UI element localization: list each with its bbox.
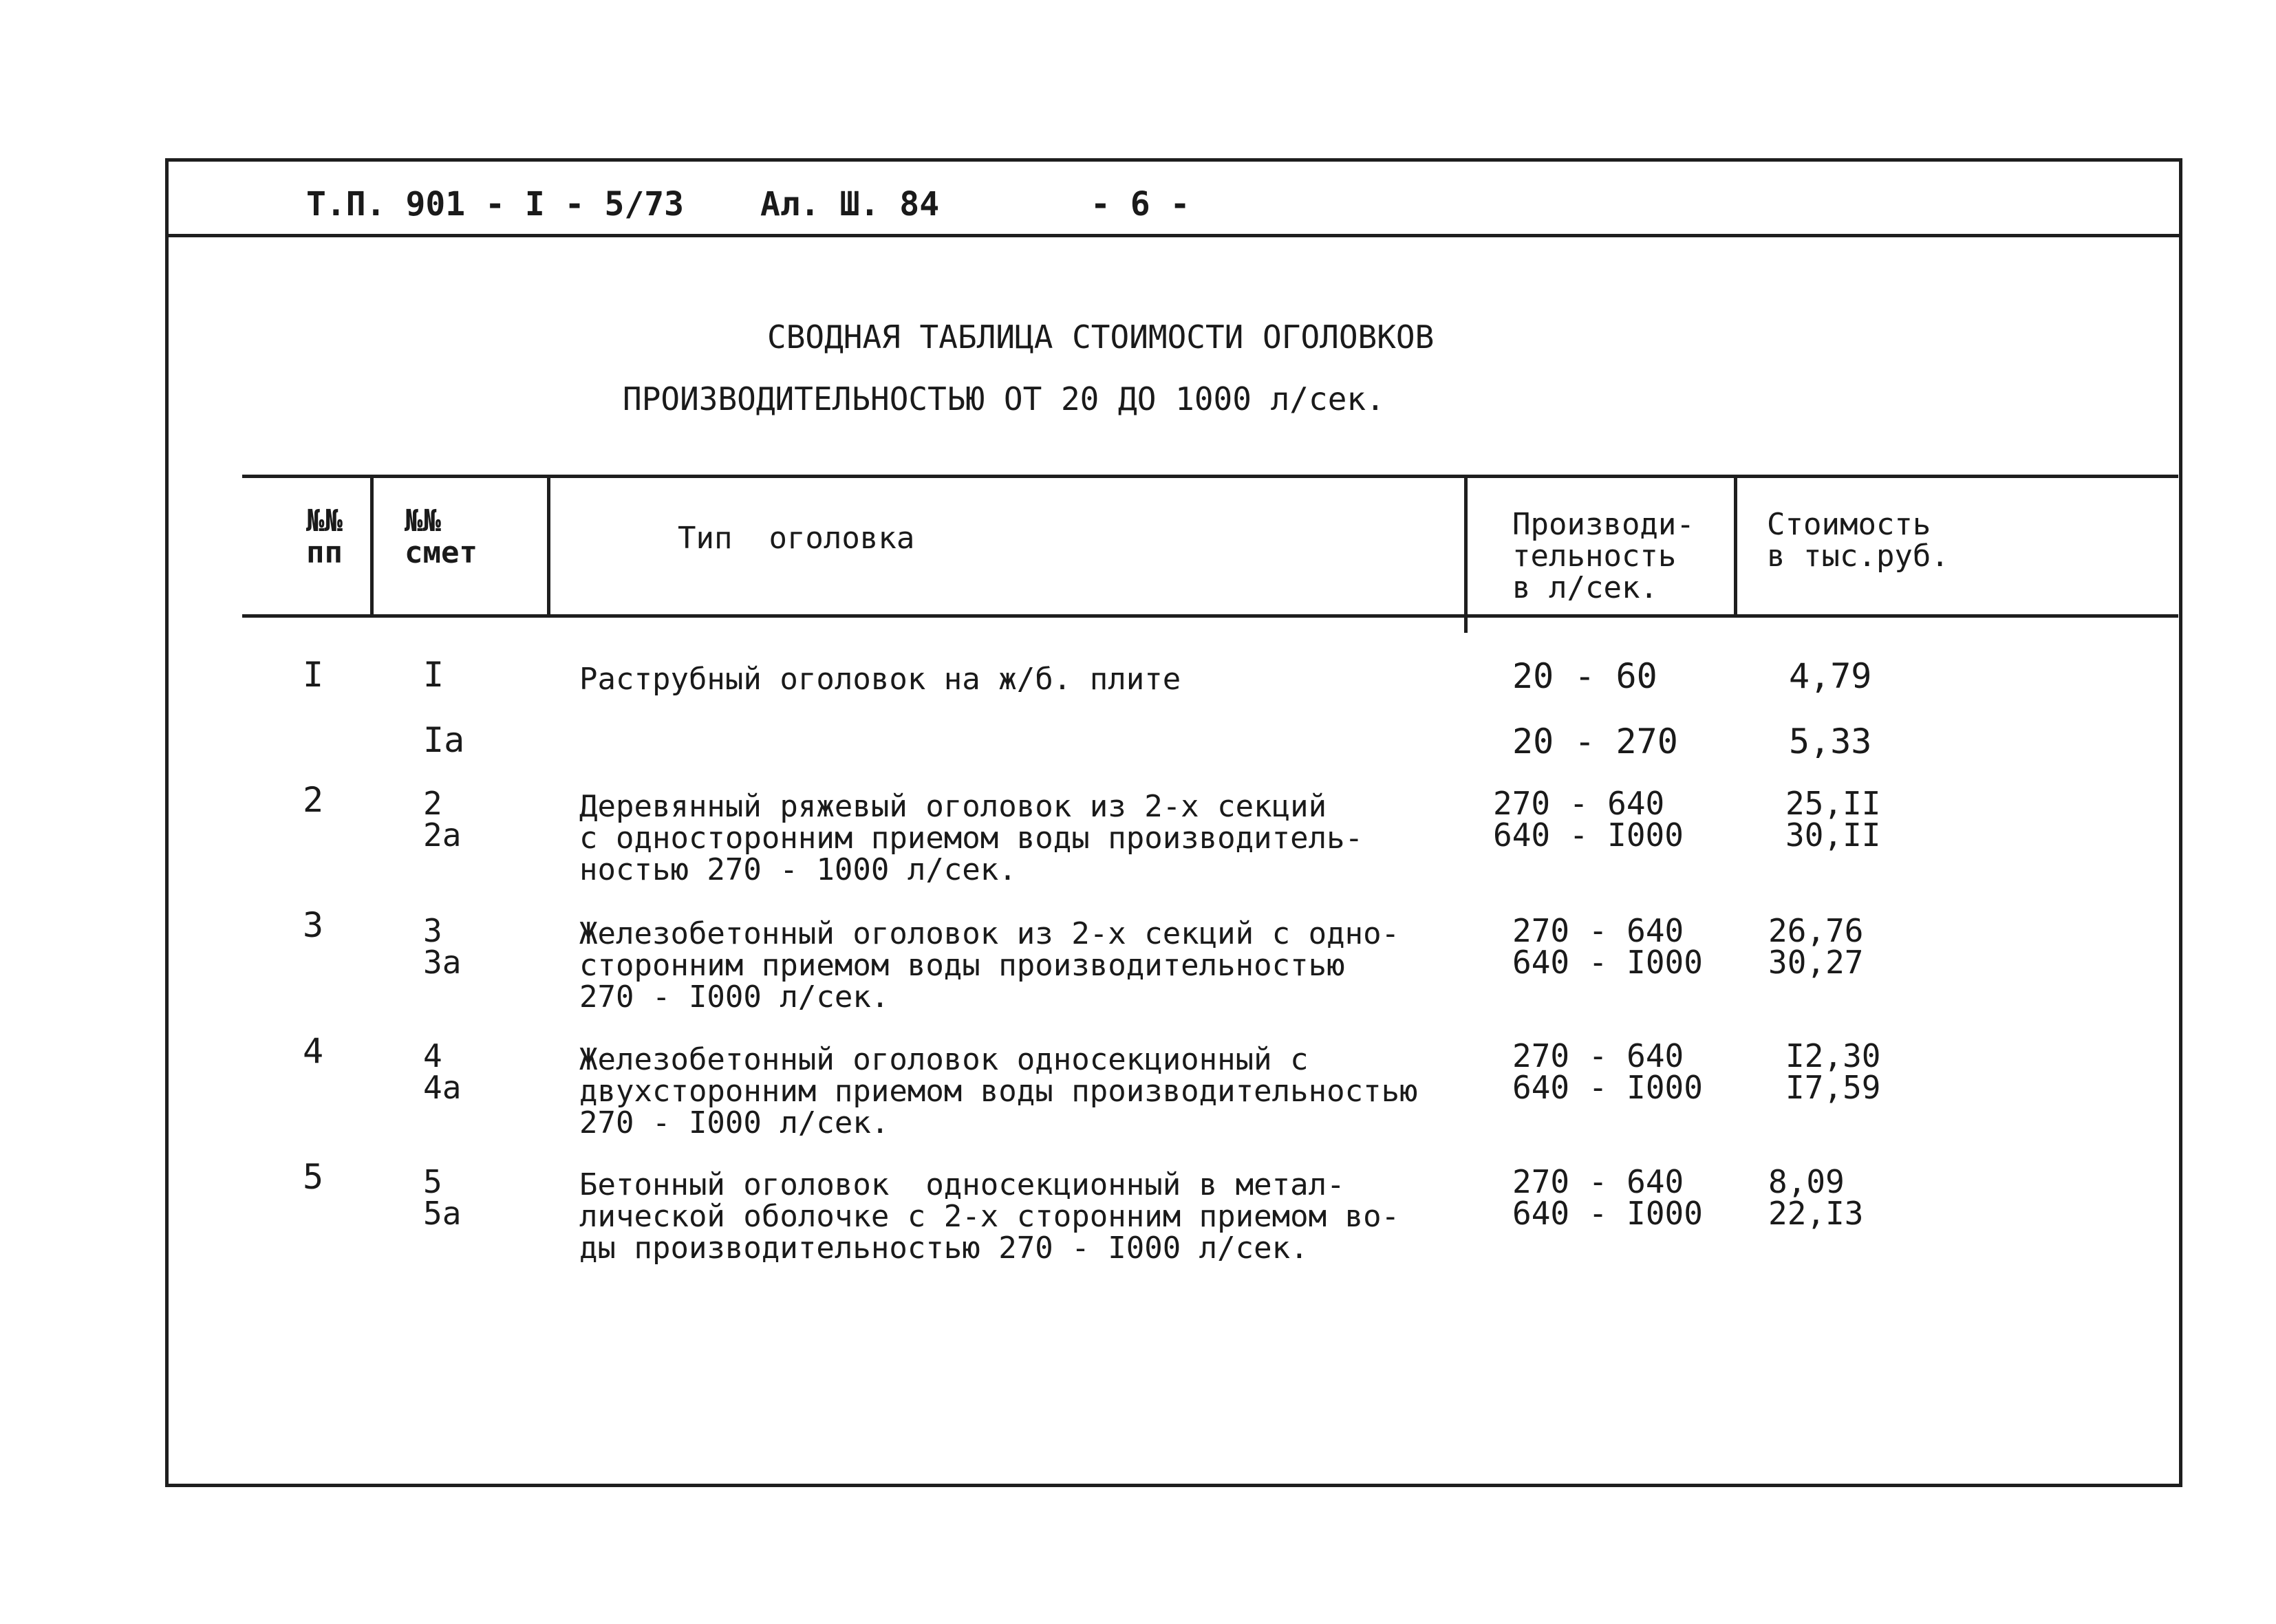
header-estimate-number: №№ смет	[405, 504, 477, 570]
row-1-cost: 4,79	[1789, 656, 1872, 696]
column-divider-2	[547, 475, 550, 618]
row-1-type: Раструбный оголовок на ж/б. плите	[579, 662, 1181, 697]
row-3-type: Железобетонный оголовок из 2-х секций с одно- сторонним приемом воды производительностью 270 - I000 л/сек.	[579, 916, 1400, 1015]
row-2-number: 2	[303, 780, 324, 820]
header-cost: Стоимость в тыс.руб.	[1767, 507, 1949, 574]
row-3-capacity: 270 - 640 640 - I000	[1512, 912, 1703, 981]
row-5-estimate: 5 5а	[423, 1163, 462, 1232]
column-divider-4	[1734, 475, 1737, 618]
row-4-cost: I2,30 I7,59	[1785, 1037, 1881, 1106]
table-header-bottom-rule	[242, 614, 2178, 618]
row-1a-cost: 5,33	[1789, 722, 1872, 761]
row-1-number: I	[303, 655, 324, 695]
column-divider-3	[1464, 475, 1468, 633]
row-3-cost: 26,76 30,27	[1768, 912, 1864, 981]
row-1a-estimate: Iа	[423, 720, 465, 760]
project-code: Т.П. 901 - I - 5/73	[306, 185, 685, 224]
row-4-capacity: 270 - 640 640 - I000	[1512, 1037, 1703, 1106]
row-3-number: 3	[303, 905, 324, 945]
table-title-line-2: ПРОИЗВОДИТЕЛЬНОСТЬЮ ОТ 20 ДО 1000 л/сек.	[623, 380, 1385, 418]
row-2-cost: 25,II 30,II	[1785, 785, 1881, 854]
album-number: Ал. Ш. 84	[760, 185, 940, 224]
row-1-capacity: 20 - 60	[1512, 656, 1657, 696]
row-5-cost: 8,09 22,I3	[1768, 1163, 1864, 1232]
row-4-number: 4	[303, 1031, 324, 1071]
table-title-line-1: СВОДНАЯ ТАБЛИЦА СТОИМОСТИ ОГОЛОВКОВ	[767, 318, 1435, 356]
row-2-capacity: 270 - 640 640 - I000	[1493, 785, 1684, 854]
header-row-number: №№ пп	[306, 504, 343, 570]
row-5-type: Бетонный оголовок односекционный в метал- лической оболочке с 2-х сторонним приемом во- ды производительностью 270 - I000 л/сек.	[579, 1167, 1400, 1266]
row-2-type: Деревянный ряжевый оголовок из 2-х секций с односторонним приемом воды производитель- ностью 270 - 1000 л/сек.	[579, 789, 1364, 887]
row-1a-capacity: 20 - 270	[1512, 722, 1678, 761]
header-capacity: Производи- тельность в л/сек.	[1512, 507, 1695, 605]
page-number: - 6 -	[1091, 185, 1190, 224]
row-4-estimate: 4 4а	[423, 1037, 462, 1106]
row-4-type: Железобетонный оголовок односекционный с двухсторонним приемом воды производительностью 270 - I000 л/сек.	[579, 1042, 1418, 1140]
row-5-capacity: 270 - 640 640 - I000	[1512, 1163, 1703, 1232]
row-1-estimate: I	[423, 655, 444, 695]
header-headwork-type: Тип оголовка	[678, 521, 915, 556]
column-divider-1	[370, 475, 374, 618]
row-2-estimate: 2 2а	[423, 785, 462, 854]
table-top-rule	[242, 475, 2178, 478]
row-3-estimate: 3 3а	[423, 912, 462, 981]
title-block-stamp	[169, 162, 2179, 237]
row-5-number: 5	[303, 1157, 324, 1197]
